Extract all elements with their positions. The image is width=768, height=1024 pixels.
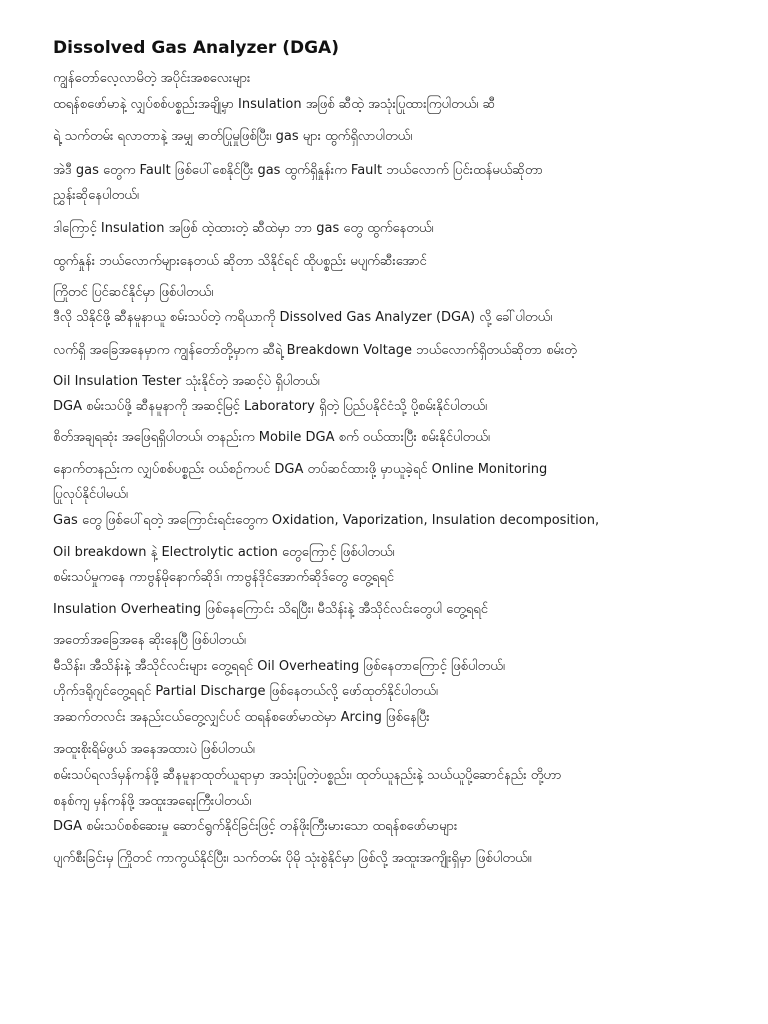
paragraph-line: Gas တွေ ဖြစ်ပေါ်ရတဲ့ အကြောင်းရင်းတွေက Oxidation, Vaporization, Insulation decomposition, [53, 513, 600, 528]
paragraph-line: DGA စမ်းသပ်ဖို့ ဆီနမူနာကို အဆင့်မြင့် Laboratory ရှိတဲ့ ပြည်ပနိုင်ငံသို့ ပို့စမ်းနိုင်ပါတယ်၊ [53, 399, 488, 414]
paragraph-line: စနစ်ကျ မှန်ကန်ဖို့ အထူးအရေးကြီးပါတယ်၊ [53, 794, 252, 809]
paragraph-line: စမ်းသပ်မှုကနေ ကာဗွန်မိုနောက်ဆိုဒ်၊ ကာဗွန်ဒိုင်အောက်ဆိုဒ်တွေ တွေ့ရရင် [53, 570, 394, 585]
paragraph-line: ဒါကြောင့် Insulation အဖြစ် ထဲ့ထားတဲ့ ဆီထဲမှာ ဘာ gas တွေ ထွက်နေတယ်၊ [53, 221, 434, 236]
paragraph-line: DGA စမ်းသပ်စစ်ဆေးမှု ဆောင်ရွက်နိုင်ခြင်းဖြင့် တန်ဖိုးကြီးမားသော ထရန်စဖော်မာများ [53, 819, 458, 834]
paragraph-line: အတော်အခြေအနေ ဆိုးနေပြီ ဖြစ်ပါတယ်၊ [53, 633, 246, 648]
paragraph-line: စမ်းသပ်ရလဒ်မှန်ကန်ဖို့ ဆီနမူနာထုတ်ယူရာမှာ အသုံးပြုတဲ့ပစ္စည်း၊ ထုတ်ယူနည်းနဲ့ သယ်ယူပို့ဆောင်နည်း တို့ဟာ [53, 768, 562, 783]
paragraph-line: Oil Insulation Tester သုံးနိုင်တဲ့ အဆင့်ပဲ ရှိပါတယ်၊ [53, 374, 320, 389]
paragraph-line: Insulation Overheating ဖြစ်နေကြောင်း သိရပြီး၊ မီသိန်းနဲ့ အီသိုင်လင်းတွေပါ တွေ့ရရင် [53, 602, 488, 617]
paragraph-line: ညွှန်းဆိုနေပါတယ်၊ [53, 188, 139, 203]
paragraph-line: အဲဒီ gas တွေက Fault ဖြစ်ပေါ်စေနိုင်ပြီး gas ထွက်ရှိနှုန်းက Fault ဘယ်လောက် ပြင်းထန်မယ်ဆိုတာ [53, 163, 543, 178]
paragraph-line: ကျွန်တော်လေ့လာမိတဲ့ အပိုင်းအစလေးများ [53, 71, 251, 86]
paragraph-line: အဆက်တလင်း အနည်းငယ်တွေ့လျှင်ပင် ထရန်စဖော်မာထဲမှာ Arcing ဖြစ်နေပြီး [53, 710, 430, 725]
paragraph-line: မီသိန်း၊ အီသိန်းနဲ့ အီသိုင်လင်းများ တွေ့ရရင် Oil Overheating ဖြစ်နေတာကြောင့် ဖြစ်ပါတယ်၊ [53, 659, 505, 674]
paragraph-line: ထရန်စဖော်မာနဲ့ လျှပ်စစ်ပစ္စည်းအချို့မှာ Insulation အဖြစ် ဆီထဲ့ အသုံးပြုထားကြပါတယ်၊ ဆီ [53, 97, 496, 112]
paragraph-line: ဟိုက်ဒရိုဂျင်တွေ့ရရင် Partial Discharge ဖြစ်နေတယ်လို့ ဖော်ထုတ်နိုင်ပါတယ်၊ [53, 684, 438, 699]
paragraph-line: ပြုလုပ်နိုင်ပါမယ်၊ [53, 487, 128, 502]
paragraph-line: ထွက်နှုန်း ဘယ်လောက်များနေတယ် ဆိုတာ သိနိုင်ရင် ထိုပစ္စည်း မပျက်ဆီးအောင် [53, 254, 427, 269]
paragraph-line: နောက်တနည်းက လျှပ်စစ်ပစ္စည်း ဝယ်စဉ်ကပင် DGA တပ်ဆင်ထားဖို့ မှာယူခဲ့ရင် Online Monitoring [53, 462, 548, 477]
paragraph-line: လက်ရှိ အခြေအနေမှာက ကျွန်တော်တို့မှာက ဆီရဲ့ Breakdown Voltage ဘယ်လောက်ရှိတယ်ဆိုတာ စမ်းတဲ့ [53, 343, 577, 358]
paragraph-line: ဒီလို သိနိုင်ဖို့ ဆီနမူနာယူ စမ်းသပ်တဲ့ ကရိယာကို Dissolved Gas Analyzer (DGA) လို့ ခေါ်ပါတယ်၊ [53, 310, 553, 325]
paragraph-line: ကြိုတင် ပြင်ဆင်နိုင်မှာ ဖြစ်ပါတယ်၊ [53, 285, 214, 300]
paragraph-line: အထူးစိုးရိမ်ဖွယ် အနေအထားပဲ ဖြစ်ပါတယ်၊ [53, 742, 255, 757]
paragraph-line: စိတ်အချရဆုံး အဖြေရရှိပါတယ်၊ တနည်းက Mobile DGA စက် ဝယ်ထားပြီး စမ်းနိုင်ပါတယ်၊ [53, 430, 490, 445]
paragraph-line: Oil breakdown နဲ့ Electrolytic action တွေကြောင့် ဖြစ်ပါတယ်၊ [53, 545, 395, 560]
page-title: Dissolved Gas Analyzer (DGA) [53, 38, 339, 58]
paragraph-line: ရဲ့ သက်တမ်း ရလာတာနဲ့ အမျှ ဓာတ်ပြုမှုဖြစ်ပြီး၊ gas များ ထွက်ရှိလာပါတယ်၊ [53, 129, 413, 144]
paragraph-line: ပျက်စီးခြင်းမှ ကြိုတင် ကာကွယ်နိုင်ပြီး၊ သက်တမ်း ပိုမို သုံးစွဲနိုင်မှာ ဖြစ်လို့ အထူးအကျိုးရှိမှာ ဖြစ်ပါတယ်။ [53, 851, 532, 866]
